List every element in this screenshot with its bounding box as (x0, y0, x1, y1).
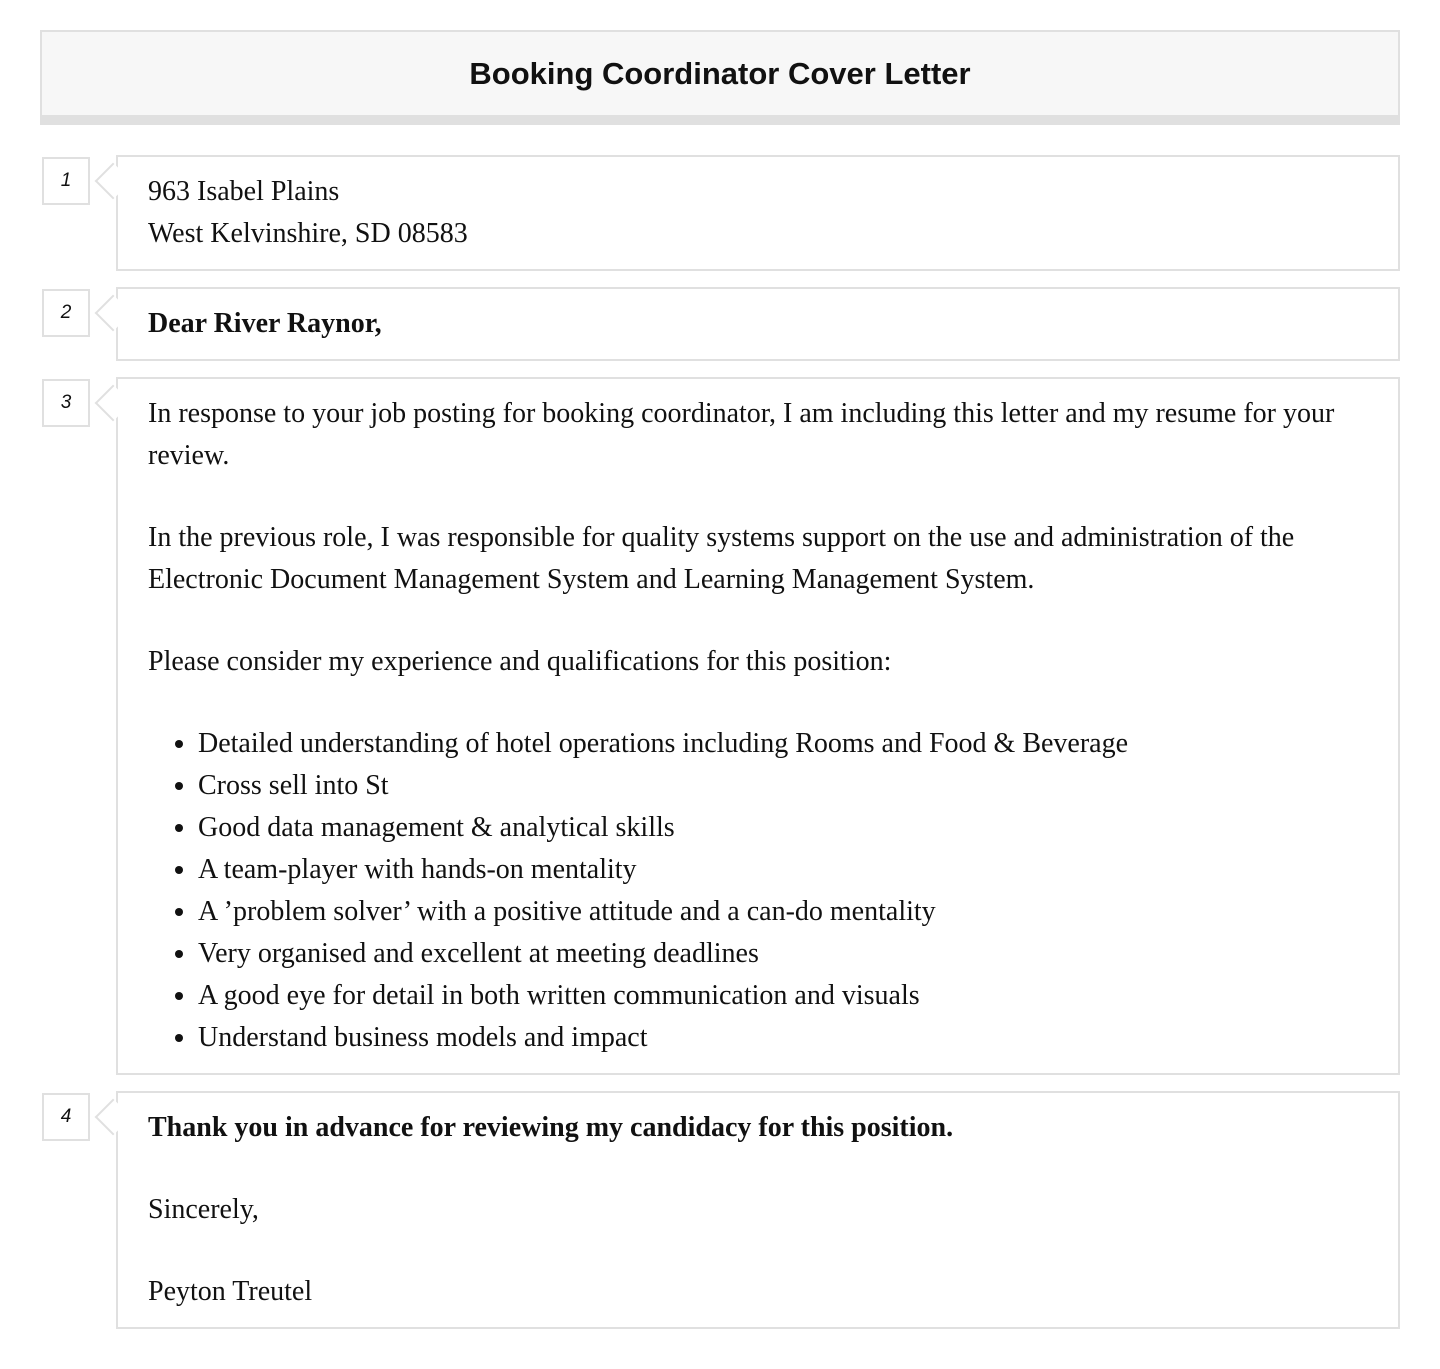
list-item: • Very organised and excellent at meeting deadlines (198, 933, 1368, 975)
salutation: Dear River Raynor, (148, 308, 382, 339)
page-header (40, 30, 1400, 125)
sign-off: Sincerely, (148, 1194, 259, 1225)
experience-paragraph: In the previous role, I was responsible for quality systems support on the use and administration of the Electronic Document Management System and Learning Management System. (148, 522, 1295, 595)
qualifications-list (148, 723, 1368, 1059)
closing-statement: Thank you in advance for reviewing my candidacy for this position. (148, 1112, 954, 1143)
list-item: • Understand business models and impact (198, 1017, 1368, 1059)
section-number: 4 (42, 1093, 90, 1141)
list-item: • A ’problem solver’ with a positive attitude and a can-do mentality (198, 891, 1368, 933)
list-item: • A team-player with hands-on mentality (198, 849, 1368, 891)
intro-paragraph: In response to your job posting for booking coordinator, I am including this letter and my resume for your review. (148, 398, 1335, 471)
address-line-2: West Kelvinshire, SD 08583 (148, 218, 468, 249)
section-number: 3 (42, 379, 90, 427)
section-number: 1 (42, 157, 90, 205)
salutation-block (116, 287, 1400, 361)
list-item: • Good data management & analytical skills (198, 807, 1368, 849)
signature-name: Peyton Treutel (148, 1276, 313, 1307)
page-title: Booking Coordinator Cover Letter (469, 56, 971, 91)
lead-in-paragraph: Please consider my experience and qualifications for this position: (148, 646, 892, 677)
closing-block (116, 1091, 1400, 1329)
address-block (116, 155, 1400, 271)
list-item: • Detailed understanding of hotel operations including Rooms and Food & Beverage (198, 723, 1368, 765)
body-block (116, 377, 1400, 1075)
list-item: • Cross sell into St (198, 765, 1368, 807)
section-number: 2 (42, 289, 90, 337)
address-line-1: 963 Isabel Plains (148, 176, 340, 207)
list-item: • A good eye for detail in both written communication and visuals (198, 975, 1368, 1017)
